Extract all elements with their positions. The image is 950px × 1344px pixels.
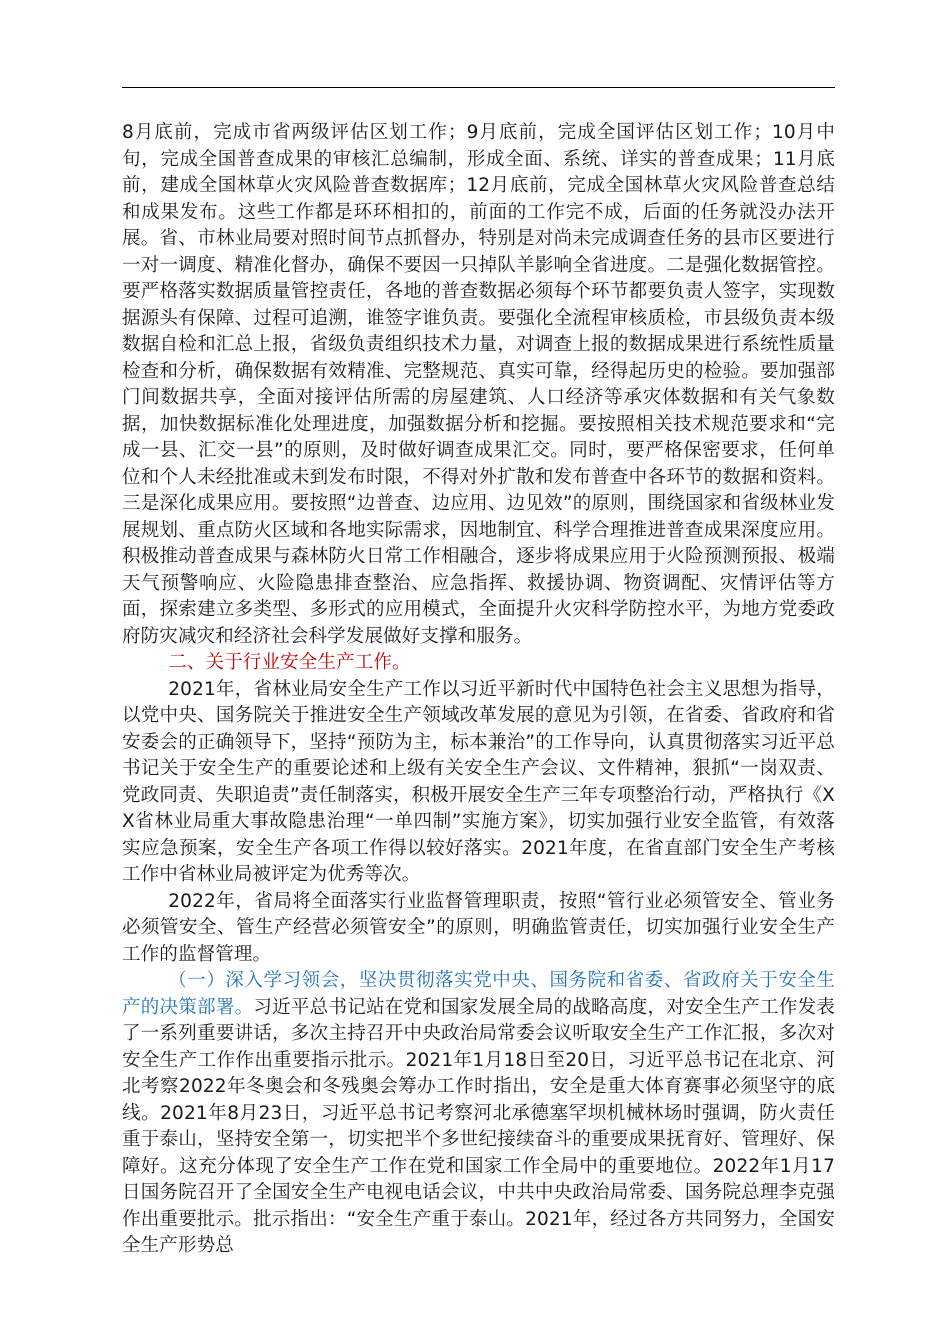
paragraph-2021-safety-summary: 2021年，省林业局安全生产工作以习近平新时代中国特色社会主义思想为指导，以党中央、国务院关于推进安全生产领域改革发展的意见为引领，在省委、省政府和省安委会的正确领导下，坚持“预防为主，标本兼治”的工作导向，认真贯彻落实习近平总书记关于安全生产的重要论述和上级有关安全生产会议、文件精神，狠抓“一岗双责、党政同责、失职追责”责任制落实，积极开展安全生产三年专项整治行动，严格执行《XX省林业局重大事故隐患治理“一单四制”实施方案》，切实加强行业安全监管，有效落实应急预案，安全生产各项工作得以较好落实。2021年度，在省直部门安全生产考核工作中省林业局被评定为优秀等次。 — [122, 678, 835, 885]
paragraph-study-deployment — [122, 968, 835, 1260]
header-rule — [122, 87, 835, 88]
section-heading-safety-production: 二、关于行业安全生产工作。 — [168, 652, 411, 673]
subsection-lead-study: （一）深入学习领会，坚决贯彻落实党中央、国务院和省委、省政府关于安全生产的决策部署。 — [122, 970, 835, 1018]
paragraph-2022-plan: 2022年，省局将全面落实行业监督管理职责，按照“管行业必须管安全、管业务必须管安全、管生产经营必须管安全”的原则，明确监管责任，切实加强行业安全生产工作的监督管理。 — [122, 890, 835, 965]
document-body — [122, 120, 835, 1260]
subsection-body-study: 习近平总书记站在党和国家发展全局的战略高度，对安全生产工作发表了一系列重要讲话，多次主持召开中央政治局常委会议听取安全生产工作汇报，多次对安全生产工作作出重要指示批示。2021年1月18日至20日，习近平总书记在北京、河北考察2022年冬奥会和冬残奥会筹办工作时指出，安全是重大体育赛事必须坚守的底线。2021年8月23日，习近平总书记考察河北承德塞罕坝机械林场时强调，防火责任重于泰山，坚持安全第一，切实把半个多世纪接续奋斗的重要成果抚育好、管理好、保障好。这充分体现了安全生产工作在党和国家工作全局中的重要地位。2022年1月17日国务院召开了全国安全生产电视电话会议，中共中央政治局常委、国务院总理李克强作出重要批示。批示指出：“安全生产重于泰山。2021年，经过各方共同努力，全国安全生产形势总 — [122, 996, 835, 1256]
paragraph-progress-and-data-control: 8月底前，完成市省两级评估区划工作；9月底前，完成全国评估区划工作；10月中旬，完成全国普查成果的审核汇总编制，形成全面、系统、详实的普查成果；11月底前，建成全国林草火灾风险普查数据库；12月底前，完成全国林草火灾风险普查总结和成果发布。这些工作都是环环相扣的，前面的工作完不成，后面的任务就没办法开展。省、市林业局要对照时间节点抓督办，特别是对尚未完成调查任务的县市区要进行一对一调度、精准化督办，确保不要因一只掉队羊影响全省进度。二是强化数据管控。要严格落实数据质量管控责任，各地的普查数据必须每个环节都要负责人签字，实现数据源头有保障、过程可追溯，谁签字谁负责。要强化全流程审核质检，市县级负责本级数据自检和汇总上报，省级负责组织技术力量，对调查上报的数据成果进行系统性质量检查和分析，确保数据有效精准、完整规范、真实可靠，经得起历史的检验。要加强部门间数据共享，全面对接评估所需的房屋建筑、人口经济等承灾体数据和有关气象数据，加快数据标准化处理进度，加强数据分析和挖掘。要按照相关技术规范要求和“完成一县、汇交一县”的原则，及时做好调查成果汇交。同时，要严格保密要求，任何单位和个人未经批准或未到发布时限，不得对外扩散和发布普查中各环节的数据和资料。三是深化成果应用。要按照“边普查、边应用、边见效”的原则，围绕国家和省级林业发展规划、重点防火区域和各地实际需求，因地制宜、科学合理推进普查成果深度应用。积极推动普查成果与森林防火日常工作相融合，逐步将成果应用于火险预测预报、极端天气预警响应、火险隐患排查整治、应急指挥、救援协调、物资调配、灾情评估等方面，探索建立多类型、多形式的应用模式，全面提升火灾科学防控水平，为地方党委政府防灾减灾和经济社会科学发展做好支撑和服务。 — [122, 122, 835, 647]
